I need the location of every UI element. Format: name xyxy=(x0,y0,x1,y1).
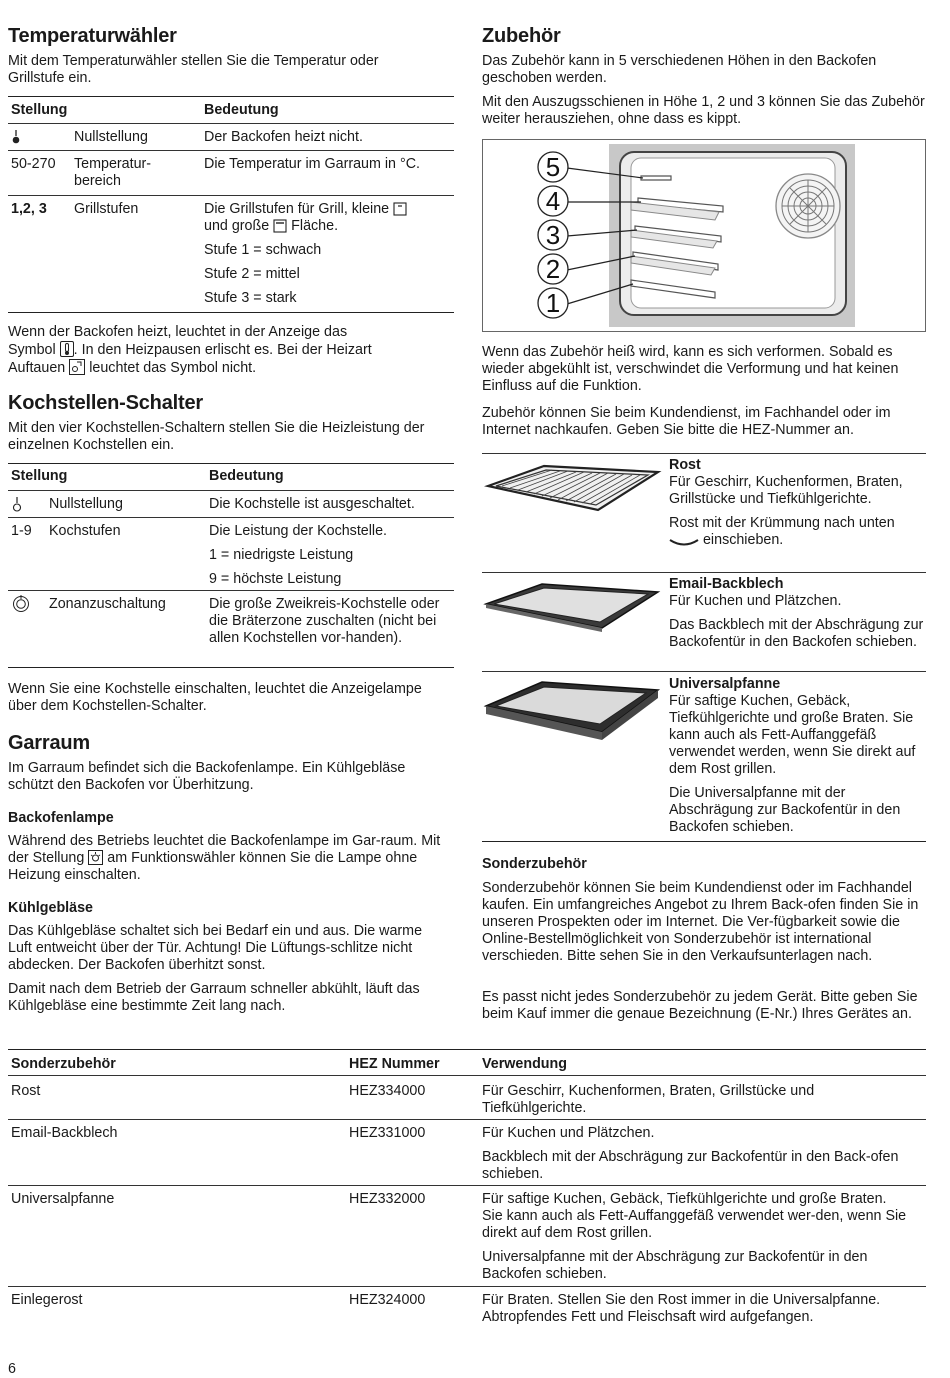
grill-large-icon xyxy=(273,219,287,233)
accessories-heading: Zubehör xyxy=(482,25,561,47)
grill-level: Stufe 1 = schwach xyxy=(204,242,322,258)
universal-pan-image xyxy=(482,676,662,748)
power-level: 1 = niedrigste Leistung xyxy=(209,547,354,563)
accessory-rost xyxy=(669,457,926,549)
dual-zone-icon xyxy=(12,595,30,613)
row-label: Temperatur- xyxy=(74,156,152,172)
oven-lamp-text xyxy=(8,833,448,884)
divider xyxy=(482,841,926,842)
accessory-desc: Für Geschirr, Kuchenformen, Braten, Grillstücke und Tiefkühlgerichte. xyxy=(669,474,903,507)
note-text: Symbol xyxy=(8,342,56,358)
row-meaning: Fläche. xyxy=(291,218,339,234)
accessory-extra: Rost mit der Krümmung nach unten xyxy=(669,515,895,531)
row-meaning: Die Leistung der Kochstelle. xyxy=(209,523,388,539)
table-row xyxy=(8,196,454,312)
level-label-4: 4 xyxy=(545,186,561,216)
table-row xyxy=(8,518,454,590)
table-row xyxy=(8,491,454,517)
special-accessories-heading: Sonderzubehör xyxy=(482,856,587,872)
accessory-list xyxy=(482,453,926,454)
hob-switch-table xyxy=(8,463,454,668)
level-label-2: 2 xyxy=(545,254,561,284)
lamp-text: am Funktionswähler können Sie die Lampe ohne Heizung einschalten. xyxy=(8,850,418,883)
row-code: 50-270 xyxy=(11,156,56,172)
cooling-fan-heading: Kühlgebläse xyxy=(8,900,94,916)
col-stellung: Stellung xyxy=(11,102,68,118)
hez-number: HEZ324000 xyxy=(349,1292,426,1308)
row-label: Kochstufen xyxy=(49,523,121,539)
deformation-note: Wenn das Zubehör heiß wird, kann es sich verformen. Sobald es wieder abgekühlt ist, verschwindet die Verformung und hat keinen Einfluss auf die Funktion. xyxy=(482,344,899,394)
level-label-3: 3 xyxy=(545,220,561,250)
special-accessories-note: Es passt nicht jedes Sonderzubehör zu jedem Gerät. Bitte geben Sie beim Kauf immer die genaue Bezeichnung (E-Nr.) Ihres Gerätes an. xyxy=(482,989,918,1022)
special-accessories-text: Sonderzubehör können Sie beim Kundendienst oder im Fachhandel kaufen. Ein umfangreiches Angebot zu Ihrem Back-ofen finden Sie in unseren Prospekten oder im Internet. Die Ver-fügbarkeit sowie die Online-Bestellmöglichkeit von Sonderzubehör ist international verschieden. Bitte sehen Sie in den Verkaufsunterlagen nach. xyxy=(482,880,919,964)
table-row xyxy=(8,151,454,195)
power-level: 9 = höchste Leistung xyxy=(209,571,342,587)
usage-text: Für saftige Kuchen, Gebäck, Tiefkühlgerichte und große Braten. Sie kann auch als Fett-Auffanggefäß verwendet wer-den, wenn Sie direkt auf dem Rost grillen. xyxy=(482,1191,907,1241)
hez-number: HEZ331000 xyxy=(349,1125,426,1141)
temperature-table xyxy=(8,96,454,313)
accessory-universal-pan xyxy=(669,676,926,836)
col-accessory: Sonderzubehör xyxy=(11,1056,116,1072)
row-code: 1-9 xyxy=(11,523,32,539)
accessory-name: Universalpfanne xyxy=(11,1191,115,1207)
oven-lamp-heading: Backofenlampe xyxy=(8,810,114,826)
level-label-1: 1 xyxy=(545,288,561,318)
row-meaning: Die Grillstufen für Grill, kleine xyxy=(204,201,390,217)
page-number: 6 xyxy=(8,1361,16,1377)
accessory-name: Email-Backblech xyxy=(669,576,784,592)
accessory-extra: einschieben. xyxy=(702,532,784,548)
table-row xyxy=(8,1287,926,1331)
cooling-fan-text: Das Kühlgebläse schaltet sich bei Bedarf ein und aus. Die warme Luft entweicht über der Tür. Achtung! Die Lüftungs-schlitze nicht abdecken. Der Backofen überhitzt sonst. xyxy=(8,923,423,973)
hob-switch-intro: Mit den vier Kochstellen-Schaltern stellen Sie die Heizleistung der einzelnen Kochstellen ein. xyxy=(8,420,425,453)
col-usage: Verwendung xyxy=(482,1056,567,1072)
accessory-name: Einlegerost xyxy=(11,1292,83,1308)
row-label: Zonanzuschaltung xyxy=(49,596,166,612)
table-row xyxy=(8,124,454,150)
col-stellung: Stellung xyxy=(11,468,68,484)
defrost-icon xyxy=(69,359,85,375)
hob-switch-note: Wenn Sie eine Kochstelle einschalten, leuchtet die Anzeigelampe über dem Kochstellen-Schalter. xyxy=(8,681,422,714)
hob-zero-icon xyxy=(12,497,22,512)
divider xyxy=(482,572,926,573)
accessory-name: Rost xyxy=(11,1083,41,1099)
row-label: bereich xyxy=(74,173,121,189)
row-label: Nullstellung xyxy=(74,129,148,145)
cavity-heading: Garraum xyxy=(8,732,90,754)
row-code: 1,2, 3 xyxy=(11,201,47,217)
special-accessories-table xyxy=(8,1049,926,1331)
grill-level: Stufe 2 = mittel xyxy=(204,266,300,282)
row-meaning: Der Backofen heizt nicht. xyxy=(204,129,363,145)
thermometer-icon xyxy=(60,341,74,357)
usage-text: Universalpfanne mit der Abschrägung zur Backofentür in den Backofen schieben. xyxy=(482,1249,868,1282)
usage-text: Für Kuchen und Plätzchen. xyxy=(482,1125,655,1141)
grill-small-icon xyxy=(393,202,407,216)
note-text: Auftauen xyxy=(8,360,66,376)
temperature-note xyxy=(8,324,454,377)
accessory-desc: Für saftige Kuchen, Gebäck, Tiefkühlgerichte und große Braten. Sie kann auch als Fett-Auffanggefäß verwendet werden, wenn Sie direkt auf dem Rost grillen. xyxy=(669,693,916,777)
accessory-name: Rost xyxy=(669,457,701,473)
temperature-intro: Mit dem Temperaturwähler stellen Sie die Temperatur oder Grillstufe ein. xyxy=(8,53,379,86)
accessories-rails: Mit den Auszugsschienen in Höhe 1, 2 und 3 können Sie das Zubehör weiter herausziehen, ohne dass es kippt. xyxy=(482,94,925,127)
row-label: Nullstellung xyxy=(49,496,123,512)
baking-tray-image xyxy=(482,578,662,638)
col-bedeutung: Bedeutung xyxy=(209,468,284,484)
col-bedeutung: Bedeutung xyxy=(204,102,279,118)
temperature-heading: Temperaturwähler xyxy=(8,25,177,47)
row-meaning: Die Temperatur im Garraum in °C. xyxy=(204,156,420,172)
accessories-intro: Das Zubehör kann in 5 verschiedenen Höhen in den Backofen geschoben werden. xyxy=(482,53,877,86)
row-meaning: Die große Zweikreis-Kochstelle oder die Bräterzone zuschalten (nicht bei allen Kochstellen vor-handen). xyxy=(209,596,440,646)
note-line: Wenn der Backofen heizt, leuchtet in der Anzeige das xyxy=(8,324,348,340)
accessory-name: Universalpfanne xyxy=(669,676,781,692)
usage-text: Für Geschirr, Kuchenformen, Braten, Grillstücke und Tiefkühlgerichte. xyxy=(482,1083,815,1116)
note-text: . In den Heizpausen erlischt es. Bei der Heizart xyxy=(73,342,372,358)
hob-switch-heading: Kochstellen-Schalter xyxy=(8,392,203,414)
oven-levels-figure xyxy=(482,139,926,332)
row-label: Grillstufen xyxy=(74,201,139,217)
accessory-baking-tray xyxy=(669,576,926,651)
row-meaning: Die Kochstelle ist ausgeschaltet. xyxy=(209,496,415,512)
usage-text: Backblech mit der Abschrägung zur Backofentür in den Back-ofen schieben. xyxy=(482,1149,899,1182)
col-hez: HEZ Nummer xyxy=(349,1056,440,1072)
accessory-extra: Das Backblech mit der Abschrägung zur Backofentür in den Backofen schieben. xyxy=(669,617,924,650)
cooling-fan-text-2: Damit nach dem Betrieb der Garraum schneller abkühlt, läuft das Kühlgebläse eine bestimmte Zeit lang nach. xyxy=(8,981,420,1014)
table-row xyxy=(8,591,454,667)
purchase-note: Zubehör können Sie beim Kundendienst, im Fachhandel oder im Internet nachkaufen. Geben Sie bitte die HEZ-Nummer an. xyxy=(482,405,891,438)
divider xyxy=(482,671,926,672)
accessory-name: Email-Backblech xyxy=(11,1125,118,1141)
hez-number: HEZ332000 xyxy=(349,1191,426,1207)
hez-number: HEZ334000 xyxy=(349,1083,426,1099)
table-row xyxy=(8,1076,926,1119)
lamp-icon xyxy=(88,850,103,865)
usage-text: Für Braten. Stellen Sie den Rost immer in die Universalpfanne. Abtropfendes Fett und Fleischsaft wird aufgefangen. xyxy=(482,1292,881,1325)
wire-rack-image xyxy=(482,458,662,518)
accessory-desc: Für Kuchen und Plätzchen. xyxy=(669,593,842,609)
accessory-extra: Die Universalpfanne mit der Abschrägung zur Backofentür in den Backofen schieben. xyxy=(669,785,901,835)
table-row xyxy=(8,1120,926,1185)
table-row xyxy=(8,1186,926,1286)
row-meaning: und große xyxy=(204,218,270,234)
curve-down-icon xyxy=(669,537,699,547)
oven-interior-illustration xyxy=(483,140,925,331)
cavity-intro: Im Garraum befindet sich die Backofenlampe. Ein Kühlgebläse schützt den Backofen vor Überhitzung. xyxy=(8,760,406,793)
note-text: leuchtet das Symbol nicht. xyxy=(89,360,257,376)
dial-zero-icon xyxy=(12,130,20,144)
lamp-text: Während des Betriebs leuchtet die Backofenlampe im Gar-raum. Mit der Stellung xyxy=(8,833,441,866)
grill-level: Stufe 3 = stark xyxy=(204,290,297,306)
level-label-5: 5 xyxy=(545,152,561,182)
